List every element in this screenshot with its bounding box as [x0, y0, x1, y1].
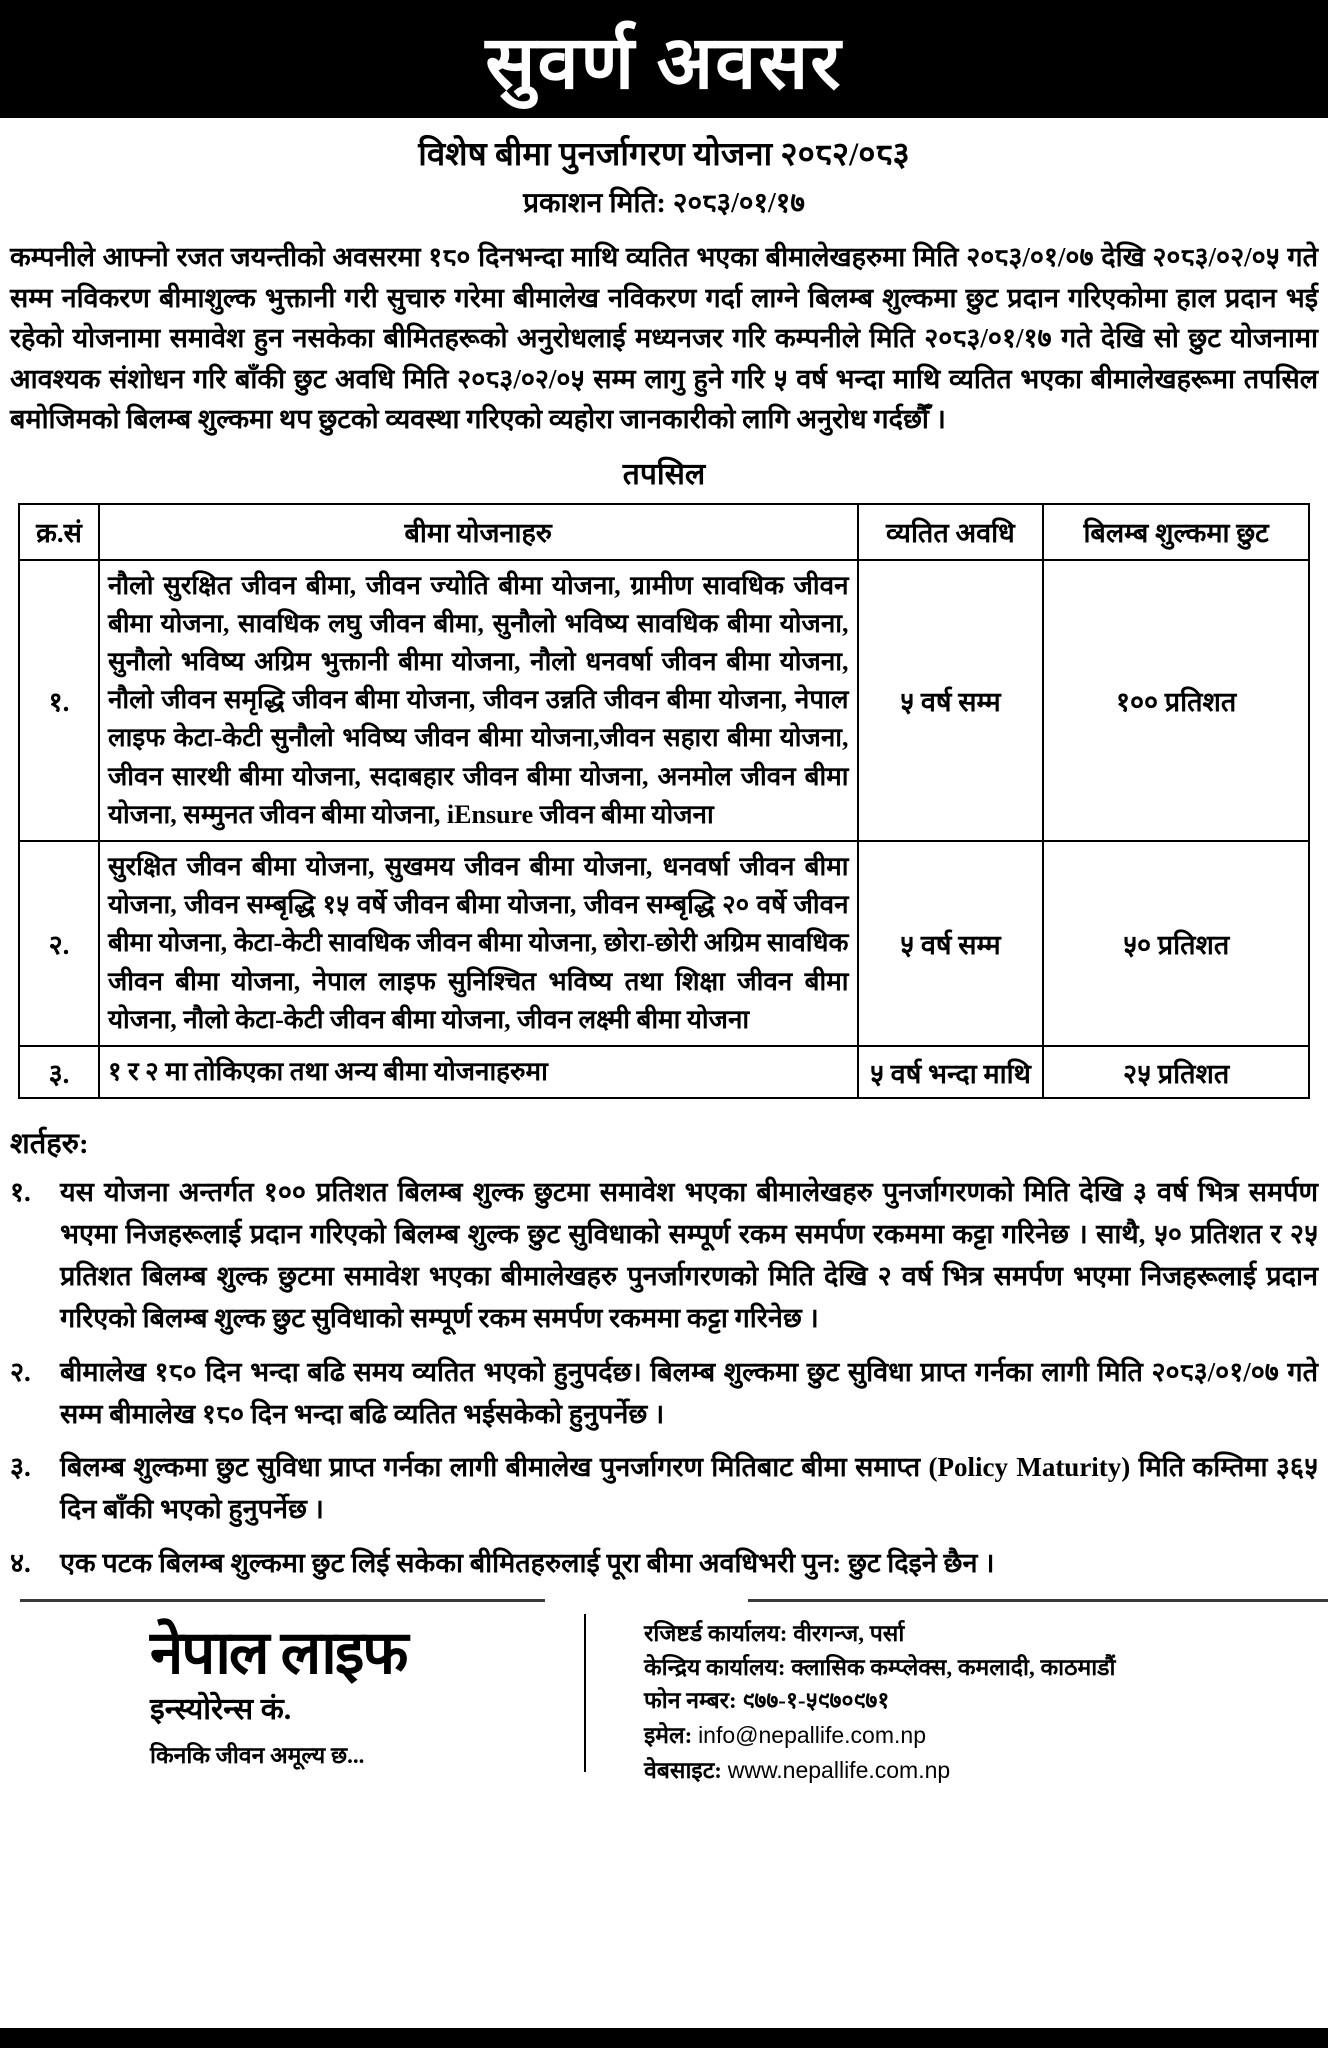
conditions-list [0, 1172, 1328, 1585]
logo-subtitle: इन्स्योरेन्स कं. [150, 1692, 292, 1726]
row2-period: ५ वर्ष सम्म [858, 841, 1044, 1046]
rule-left-segment [20, 1599, 545, 1602]
contact-value: वीरगन्ज, पर्सा [793, 1620, 905, 1646]
footer-contact-block [586, 1612, 1328, 1783]
condition-text: एक पटक बिलम्ब शुल्कमा छुट लिई सकेका बीमितहरुलाई पूरा बीमा अवधिभरी पुन: छुट दिइने छैन । [60, 1548, 995, 1579]
plans-table [18, 503, 1310, 1100]
row1-plans: नौलो सुरक्षित जीवन बीमा, जीवन ज्योति बीमा योजना, ग्रामीण सावधिक जीवन बीमा योजना, सावधिक लघु जीवन बीमा, सुनौलो भविष्य सावधिक बीमा योजना, सुनौलो भविष्य अग्रिम भुक्तानी बीमा योजना, नौलो धनवर्षा जीवन बीमा योजना, नौलो जीवन समृद्धि जीवन बीमा योजना, जीवन उन्नति जीवन बीमा योजना, नेपाल लाइफ केटा-केटी सुनौलो भविष्य जीवन बीमा योजना,जीवन सहारा बीमा योजना, जीवन सारथी बीमा योजना, सदाबहार जीवन बीमा योजना, अनमोल जीवन बीमा योजना, सम्मुनत जीवन बीमा योजना, iEnsure जीवन बीमा योजना [99, 560, 858, 842]
contact-label: रजिष्टर्ड कार्यालय: [644, 1620, 788, 1646]
row2-discount: ५० प्रतिशत [1043, 841, 1309, 1046]
footer [0, 1612, 1328, 1783]
row3-discount: २५ प्रतिशत [1043, 1046, 1309, 1098]
scheme-title: विशेष बीमा पुनर्जागरण योजना २०८२/०८३ [418, 137, 910, 173]
footer-divider-rule [0, 1599, 1328, 1602]
rule-gap [545, 1599, 748, 1602]
rule-right-segment [748, 1599, 1328, 1602]
condition-number: १. [10, 1177, 31, 1208]
contact-value-email: info@nepallife.com.np [698, 1722, 926, 1749]
contact-value: क्लासिक कम्प्लेक्स, कमलादी, काठमाडौं [791, 1654, 1116, 1680]
contact-value-website: www.nepallife.com.np [727, 1756, 951, 1783]
contact-line-registered-office [644, 1620, 1328, 1649]
contact-label: केन्द्रिय कार्यालय: [644, 1654, 786, 1680]
contact-line-website [644, 1756, 1328, 1786]
condition-item [10, 1447, 1318, 1531]
condition-item [10, 1352, 1318, 1436]
row3-plans: १ र २ मा तोकिएका तथा अन्य बीमा योजनाहरुमा [99, 1046, 858, 1098]
publish-date: प्रकाशन मिति: २०८३/०१/१७ [523, 188, 805, 219]
intro-paragraph: कम्पनीले आफ्नो रजत जयन्तीको अवसरमा १८० दिनभन्दा माथि व्यतित भएका बीमालेखहरुमा मिति २०८३/०१/०७ देखि २०८३/०२/०५ गते सम्म नविकरण बीमाशुल्क भुक्तानी गरी सुचारु गरेमा बीमालेख नविकरण गर्दा लाग्ने बिलम्ब शुल्कमा छुट प्रदान गरिएकोमा हाल प्रदान भई रहेको योजनामा समावेश हुन नसकेका बीमितहरूको अनुरोधलाई मध्यनजर गरि कम्पनीले मिति २०८३/०१/१७ गते देखि सो छुट योजनामा आवश्यक संशोधन गरि बाँकी छुट अवधि मिति २०८३/०२/०५ सम्म लागु हुने गरि ५ वर्ष भन्दा माथि व्यतित भएका बीमालेखहरूमा तपसिल बमोजिमको बिलम्ब शुल्कमा थप छुटको व्यवस्था गरिएको व्यहोरा जानकारीको लागि अनुरोध गर्दछौँ । [10, 242, 1318, 434]
table-row [19, 841, 1309, 1046]
condition-text: बिलम्ब शुल्कमा छुट सुविधा प्राप्त गर्नका लागी बीमालेख पुनर्जागरण मितिबाट बीमा समाप्त (Policy Maturity) मिति कम्तिमा ३६५ दिन बाँकी भएको हुनुपर्नेछ । [60, 1452, 1318, 1525]
contact-line-email [644, 1721, 1328, 1751]
footer-logo-block [0, 1612, 584, 1780]
condition-text: यस योजना अन्तर्गत १०० प्रतिशत बिलम्ब शुल्क छुटमा समावेश भएका बीमालेखहरु पुनर्जागरणको मिति देखि ३ वर्ष भित्र समर्पण भएमा निजहरूलाई प्रदान गरिएको बिलम्ब शुल्क छुट सुविधाको सम्पूर्ण रकम समर्पण रकममा कट्टा गरिनेछ । साथै, ५० प्रतिशत र २५ प्रतिशत बिलम्ब शुल्क छुटमा समावेश भएका बीमालेखहरु पुनर्जागरणको मिति देखि २ वर्ष भित्र समर्पण भएमा निजहरूलाई प्रदान गरिएको बिलम्ब शुल्क छुट सुविधाको सम्पूर्ण रकम समर्पण रकममा कट्टा गरिनेछ । [60, 1177, 1318, 1333]
banner-title: सुवर्ण अवसर [485, 22, 843, 105]
row2-sn: २. [19, 841, 99, 1046]
condition-item [10, 1543, 1318, 1585]
col-header-period: व्यतित अवधि [858, 504, 1044, 560]
condition-number: ३. [10, 1452, 31, 1483]
col-header-plans: बीमा योजनाहरु [99, 504, 858, 560]
row1-discount: १०० प्रतिशत [1043, 560, 1309, 842]
contact-value: ९७७-१-५९७०९७१ [742, 1688, 890, 1714]
contact-label: फोन नम्बर: [644, 1688, 737, 1714]
row1-sn: १. [19, 560, 99, 842]
condition-item [10, 1172, 1318, 1339]
contact-label: वेबसाइट: [644, 1757, 722, 1783]
table-row [19, 560, 1309, 842]
condition-number: ४. [10, 1548, 31, 1579]
row3-period: ५ वर्ष भन्दा माथि [858, 1046, 1044, 1098]
condition-number: २. [10, 1356, 31, 1387]
col-header-discount: बिलम्ब शुल्कमा छुट [1043, 504, 1309, 560]
bottom-black-bar [0, 2028, 1328, 2048]
top-banner [0, 0, 1328, 118]
conditions-heading: शर्तहरु: [10, 1128, 89, 1161]
col-header-sn: क्र.सं [19, 504, 99, 560]
logo-tagline: किनकि जीवन अमूल्य छ... [150, 1742, 365, 1768]
contact-line-central-office [644, 1654, 1328, 1683]
contact-label: इमेल: [644, 1723, 693, 1749]
row1-period: ५ वर्ष सम्म [858, 560, 1044, 842]
nepal-life-logo: नेपाल लाइफ [150, 1619, 407, 1686]
row2-plans: सुरक्षित जीवन बीमा योजना, सुखमय जीवन बीमा योजना, धनवर्षा जीवन बीमा योजना, जीवन सम्बृद्धि १५ वर्षे जीवन बीमा योजना, जीवन सम्बृद्धि २० वर्षे जीवन बीमा योजना, केटा-केटी सावधिक जीवन बीमा योजना, छोरा-छोरी अग्रिम सावधिक जीवन बीमा योजना, नेपाल लाइफ सुनिश्चित भविष्य तथा शिक्षा जीवन बीमा योजना, नौलो केटा-केटी जीवन बीमा योजना, जीवन लक्ष्मी बीमा योजना [99, 841, 858, 1046]
table-row [19, 1046, 1309, 1098]
table-caption: तपसिल [622, 457, 706, 491]
table-header-row [19, 504, 1309, 560]
contact-line-phone [644, 1687, 1328, 1716]
condition-text: बीमालेख १८० दिन भन्दा बढि समय व्यतित भएको हुनुपर्दछ। बिलम्ब शुल्कमा छुट सुविधा प्राप्त गर्नका लागी मिति २०८३/०१/०७ गते सम्म बीमालेख १८० दिन भन्दा बढि व्यतित भईसकेको हुनुपर्नेछ । [60, 1356, 1318, 1429]
row3-sn: ३. [19, 1046, 99, 1098]
